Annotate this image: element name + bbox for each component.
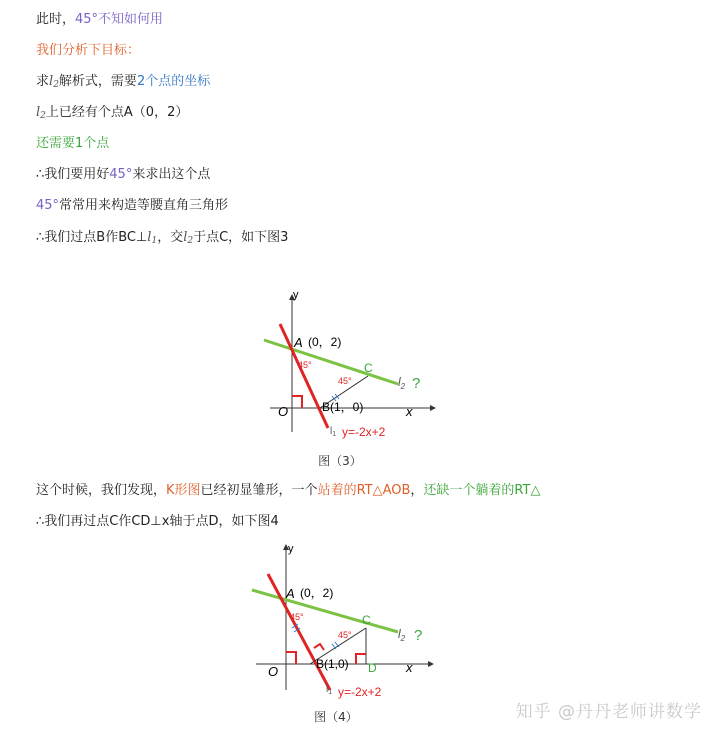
text-line-8 [36,229,288,250]
text: ∴我们过点B作BC⊥ [36,230,148,245]
text: 已经初显雏形，一个 [200,483,318,498]
x-arrow [430,405,436,411]
point-a-label: A [294,335,303,350]
math-sub: 2 [53,80,59,90]
text: 解析式，需要 [58,74,137,89]
x-arrow [428,661,434,667]
point-b-label: B(1,0) [316,657,349,671]
math-sub: 1 [151,236,158,246]
text: 于点C，如下图3 [193,230,289,245]
text: 此时， [36,12,76,27]
text-line-3 [36,73,210,94]
x-label: x [406,660,413,675]
question-mark: ? [414,627,423,644]
angle-45-a: 45° [290,612,304,622]
origin-label: O [278,404,289,419]
angle-45-a: 45° [298,360,312,370]
math-l: l [49,74,54,89]
highlight: 45° [36,198,60,213]
figure-3-caption: 图（3） [318,454,362,468]
tick [335,394,339,399]
math-l: l [36,105,41,120]
text: ， [410,483,424,498]
l1-label: $l_1$ [326,684,333,696]
figure-3-diagram [262,292,442,442]
text: 来求出这个点 [132,167,211,182]
x-label: x [406,404,413,419]
highlight: 还缺一个躺着的RT△ [423,483,541,498]
text-line-4 [36,104,188,125]
highlight: K形图 [166,483,201,498]
highlight: 45° [109,167,133,182]
math-l: l [147,230,152,245]
equation-label: y=-2x+2 [338,685,382,699]
point-a-coord: (0，2) [300,586,334,600]
point-a-coord: (0，2) [308,335,342,349]
point-b-label: B(1，0) [322,400,364,414]
math-l: l [183,230,188,245]
text: 常常用来构造等腰直角三角形 [59,198,229,213]
l2-label: $l_2$ [398,375,406,391]
question-mark: ? [412,375,421,392]
figure-4-caption: 图（4） [314,710,358,724]
text-line-1 [36,11,163,29]
l2-label: $l_2$ [398,627,406,643]
figure-4-diagram [248,540,448,702]
text-line-2: 我们分析下目标： [36,43,141,58]
angle-45-b: 45° [338,630,352,640]
text-line-9 [36,482,540,500]
angle-45-b: 45° [338,376,352,386]
text-line-5: 还需要1个点 [36,136,110,151]
math-sub: 2 [187,236,194,246]
right-angle-b [314,644,324,650]
point-d-label: D [368,661,377,675]
text: 上已经有个点A（0，2） [45,105,189,120]
y-label: y [288,543,294,555]
text: 求 [36,74,50,89]
l1-label: $l_1$ [330,426,337,438]
text: 这个时候，我们发现， [36,483,167,498]
text-line-7 [36,197,228,215]
equation-label: y=-2x+2 [342,425,386,439]
text: ∴我们要用好 [36,167,110,182]
right-angle-d [356,654,366,664]
watermark: 知乎 @丹丹老师讲数学 [515,702,702,722]
math-sub: 2 [40,111,46,121]
highlight: 45°不知如何用 [75,12,164,27]
y-label: y [293,292,299,301]
highlight: 站着的RT△AOB [317,483,411,498]
right-angle-o [292,396,302,408]
text: ，交 [157,230,184,245]
point-c-label: C [364,361,373,375]
highlight: 2个点的坐标 [136,74,211,89]
point-a-label: A [286,586,295,601]
point-c-label: C [362,613,371,627]
origin-label: O [268,664,279,679]
text-line-6 [36,166,210,184]
text-line-10: ∴我们再过点C作CD⊥x轴于点D，如下图4 [36,514,279,529]
right-angle-o [286,652,296,664]
